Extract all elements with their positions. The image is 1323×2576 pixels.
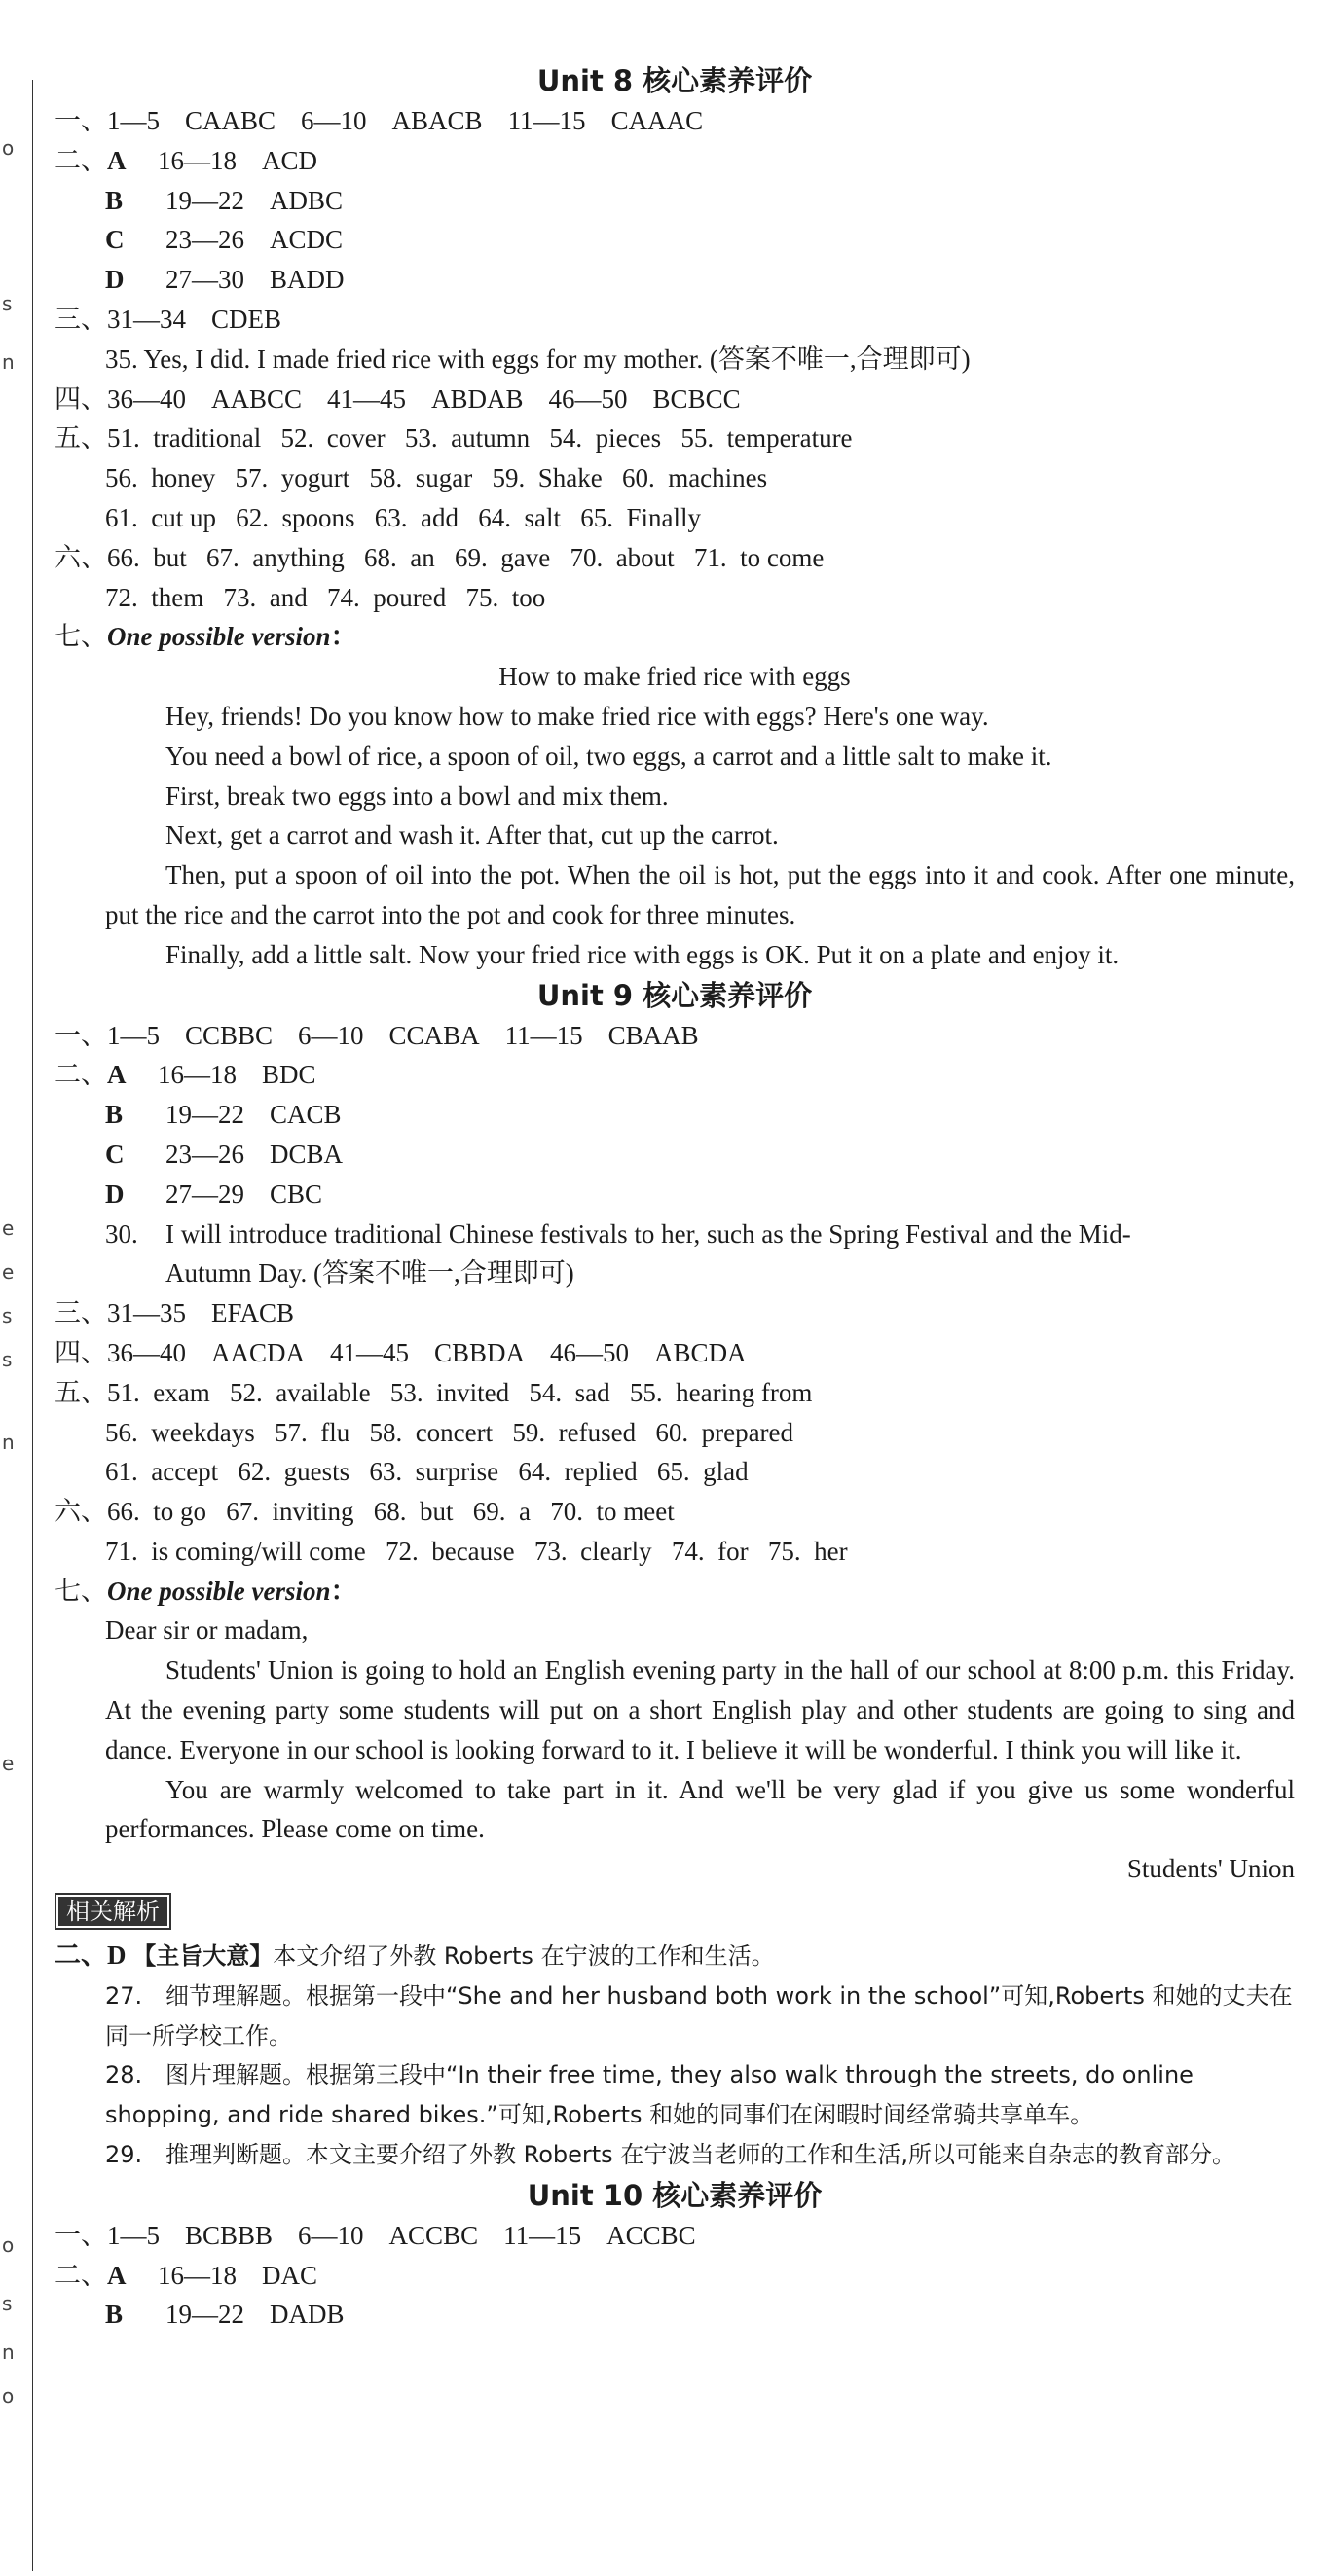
analysis-main: 二、D 【主旨大意】本文介绍了外教 Roberts 在宁波的工作和生活。 xyxy=(55,1941,775,1971)
u9-section5-line: 五、51. exam 52. available 53. invited 54. sad 55. hearing from xyxy=(55,1377,813,1407)
edge-mark: e xyxy=(2,1216,15,1240)
u9-section4: 四、36—40 AACDA 41—45 CBBDA 46—50 ABCDA xyxy=(55,1337,747,1367)
u9-section5-line: 56. weekdays 57. flu 58. concert 59. refused 60. prepared xyxy=(105,1417,794,1447)
answer-page xyxy=(55,60,1295,2335)
u9-section2-row: B 19—22 CACB xyxy=(105,1100,342,1130)
u9-letter-paragraph: Students' Union is going to hold an English evening party in the hall of our school at 8:00 p.m. this Friday. At the evening party some students will put on a short English play and other students are going to sing and dance. Everyone in our school is looking forward to it. I believe it will be wonderful. I think you will like it. xyxy=(105,1655,1295,1764)
u9-letter-greeting: Dear sir or madam, xyxy=(105,1615,309,1646)
u8-section4: 四、36—40 AABCC 41—45 ABDAB 46—50 BCBCC xyxy=(55,383,741,414)
u8-section6-line: 72. them 73. and 74. poured 75. too xyxy=(105,582,546,612)
u9-section2-row: D 27—29 CBC xyxy=(105,1179,323,1209)
unit9-title: Unit 9 核心素养评价 xyxy=(536,978,813,1012)
edge-mark: e xyxy=(2,1752,15,1775)
u8-essay-title: How to make fried rice with eggs xyxy=(498,662,851,692)
edge-mark: o xyxy=(2,2233,15,2257)
edge-mark: e xyxy=(2,1260,15,1284)
unit8-title: Unit 8 核心素养评价 xyxy=(536,64,813,97)
margin-rule xyxy=(32,80,33,2571)
u9-section7-heading: 七、One possible version： xyxy=(55,1576,357,1606)
analysis-item: 27. 细节理解题。根据第一段中“She and her husband both work in the school”可知,Roberts 和她的丈夫在同一所学校工作。 xyxy=(105,1981,1293,2050)
u9-section1: 一、1—5 CCBBC 6—10 CCABA 11—15 CBAAB xyxy=(55,1020,699,1050)
u8-section1: 一、1—5 CAABC 6—10 ABACB 11—15 CAAAC xyxy=(55,106,704,135)
u8-section5-line: 五、51. traditional 52. cover 53. autumn 54. pieces 55. temperature xyxy=(55,423,853,454)
u9-q30: 30. I will introduce traditional Chinese festivals to her, such as the Spring Festival and the Mid- xyxy=(105,1218,1131,1249)
u10-section2-row: 二、A 16—18 DAC xyxy=(55,2260,318,2290)
u9-section5-line: 61. accept 62. guests 63. surprise 64. replied 65. glad xyxy=(105,1457,749,1487)
edge-mark: o xyxy=(2,2384,15,2408)
u8-section2-row: C 23—26 ACDC xyxy=(105,225,344,255)
edge-mark: s xyxy=(2,2292,13,2315)
u9-letter-signature: Students' Union xyxy=(1126,1854,1295,1884)
u8-section5-line: 56. honey 57. yogurt 58. sugar 59. Shake 60. machines xyxy=(105,463,768,493)
u8-section2-row: D 27—30 BADD xyxy=(105,265,345,295)
edge-mark: s xyxy=(2,1304,13,1327)
u9-section2-row: 二、A 16—18 BDC xyxy=(55,1060,316,1090)
edge-mark: n xyxy=(2,350,15,374)
u8-q35: 35. Yes, I did. I made fried rice with eggs for my mother. (答案不唯一,合理即可) xyxy=(105,344,971,374)
u8-essay-paragraph: Then, put a spoon of oil into the pot. When the oil is hot, put the eggs into it and cook. After one minute, put the rice and the carrot into the pot and cook for three minutes. xyxy=(105,860,1295,929)
edge-mark: s xyxy=(2,1348,13,1371)
analysis-heading: 相关解析 xyxy=(55,1893,171,1930)
u8-section7-heading: 七、One possible version： xyxy=(55,622,357,652)
u9-section6-line: 六、66. to go 67. inviting 68. but 69. a 70. to meet xyxy=(55,1497,675,1527)
edge-mark: o xyxy=(2,136,15,160)
u10-section2-row: B 19—22 DADB xyxy=(105,2300,345,2330)
u8-essay-paragraph: Finally, add a little salt. Now your fried rice with eggs is OK. Put it on a plate and enjoy it. xyxy=(165,939,1120,969)
u9-section2-row: C 23—26 DCBA xyxy=(105,1139,344,1169)
u8-section2-row: 二、A 16—18 ACD xyxy=(55,145,318,175)
edge-mark: n xyxy=(2,2340,15,2364)
u10-section1: 一、1—5 BCBBB 6—10 ACCBC 11—15 ACCBC xyxy=(55,2220,696,2250)
u8-section3: 三、31—34 CDEB xyxy=(55,304,282,334)
analysis-heading-row xyxy=(55,1889,1295,1936)
unit10-title: Unit 10 核心素养评价 xyxy=(527,2178,823,2212)
u9-letter-paragraph: You are warmly welcomed to take part in it. And we'll be very glad if you give us some wonderful performances. Please come on time. xyxy=(105,1774,1295,1844)
analysis-item: 28. 图片理解题。根据第三段中“In their free time, they also walk through the streets, do online shopping, and ride shared bikes.”可知,Roberts 和她的同事们在闲暇时间经常骑共享单车。 xyxy=(105,2061,1194,2129)
u8-essay-paragraph: Hey, friends! Do you know how to make fried rice with eggs? Here's one way. xyxy=(165,701,989,731)
u8-section5-line: 61. cut up 62. spoons 63. add 64. salt 65. Finally xyxy=(105,502,701,532)
u9-q30-cont: Autumn Day. (答案不唯一,合理即可) xyxy=(165,1258,574,1288)
analysis-item: 29. 推理判断题。本文主要介绍了外教 Roberts 在宁波当老师的工作和生活,所以可能来自杂志的教育部分。 xyxy=(105,2141,1235,2169)
edge-mark: s xyxy=(2,292,13,315)
binding-edge xyxy=(0,0,19,2576)
u8-section2-row: B 19—22 ADBC xyxy=(105,185,344,215)
u8-essay-paragraph: First, break two eggs into a bowl and mix them. xyxy=(165,780,669,811)
u9-section3: 三、31—35 EFACB xyxy=(55,1298,295,1328)
u8-essay-paragraph: Next, get a carrot and wash it. After that, cut up the carrot. xyxy=(165,820,779,851)
u9-section6-line: 71. is coming/will come 72. because 73. clearly 74. for 75. her xyxy=(105,1536,848,1566)
edge-mark: n xyxy=(2,1431,15,1454)
u8-section6-line: 六、66. but 67. anything 68. an 69. gave 70. about 71. to come xyxy=(55,542,825,572)
u8-essay-paragraph: You need a bowl of rice, a spoon of oil, two eggs, a carrot and a little salt to make it. xyxy=(165,741,1052,771)
